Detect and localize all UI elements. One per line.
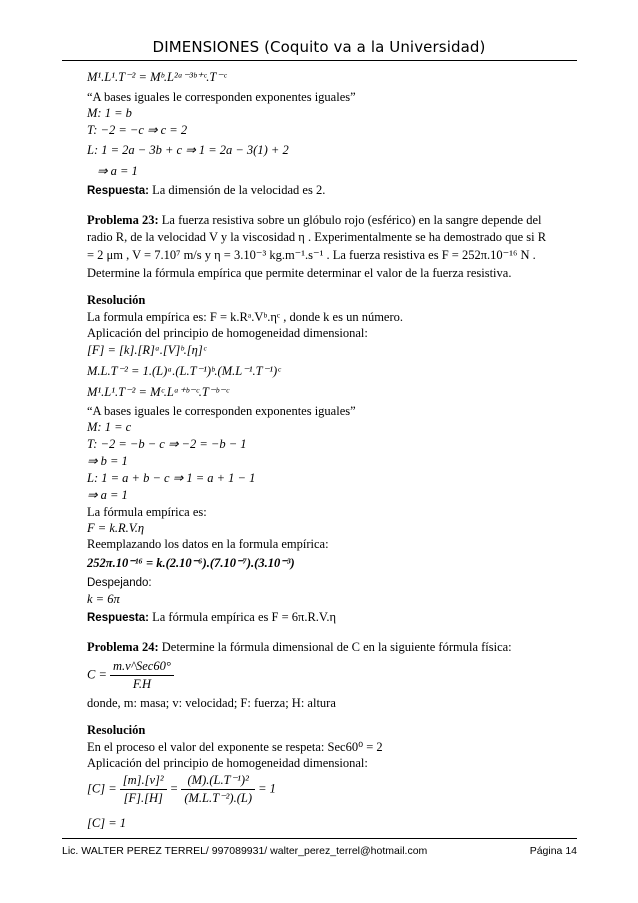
problem-24-line — [87, 640, 512, 655]
footer-page-number: Página 14 — [529, 845, 577, 857]
equation-l: L: 1 = 2a − 3b + c ⇒ 1 = 2a − 3(1) + 2 — [87, 143, 289, 157]
resolution-23-line1: La formula empírica es: F = k.Rᵃ.Vᵇ.ηᶜ , donde k es un número. — [87, 310, 404, 324]
resolution-23-line6: “A bases iguales le corresponden exponentes iguales” — [87, 404, 356, 418]
resolution-23-line11: ⇒ a = 1 — [87, 488, 128, 502]
header-rule — [62, 60, 577, 61]
fraction-rhs: = 1 — [258, 781, 276, 796]
problem-24-label: Problema 24: — [87, 640, 159, 654]
formula-numerator: m.v^Sec60° — [110, 658, 174, 676]
problem-23-text1: La fuerza resistiva sobre un glóbulo rojo (esférico) en la sangre depende del — [158, 213, 542, 227]
resolution-23-title: Resolución — [87, 293, 146, 307]
resolution-23-line16: Despejando: — [87, 577, 152, 589]
resolution-24-line2: Aplicación del principio de homogeneidad dimensional: — [87, 756, 368, 770]
dimension-equation: M¹.L¹.T⁻² = Mᵇ.L²ᵃ⁻³ᵇ⁺ᶜ.T⁻ᶜ — [87, 70, 227, 84]
resolution-23-line3: [F] = [k].[R]ᵃ.[V]ᵇ.[η]ᶜ — [87, 343, 206, 357]
resolution-24-last: [C] = 1 — [87, 816, 127, 830]
resolution-23-line7: M: 1 = c — [87, 420, 132, 434]
problem-23-line3: = 2 μm , V = 7.10⁷ m/s y η = 3.10⁻³ kg.m⁻¹.s⁻¹ . La fuerza resistiva es F = 252π.10⁻¹⁶ N . — [87, 248, 536, 262]
resolution-23-line12: La fórmula empírica es: — [87, 505, 207, 519]
page-header-title: DIMENSIONES (Coquito va a la Universidad) — [152, 38, 486, 56]
equation-m: M: 1 = b — [87, 106, 132, 120]
footer-rule — [62, 838, 577, 839]
resolution-23-line2: Aplicación del principio de homogeneidad dimensional: — [87, 326, 368, 340]
fraction-1-num: [m].[v]² — [120, 772, 167, 790]
problem-23-line4: Determine la fórmula empírica que permite determinar el valor de la fuerza resistiva. — [87, 266, 512, 280]
formula-fraction — [110, 658, 174, 693]
problem-24-text: Determine la fórmula dimensional de C en la siguiente fórmula física: — [158, 640, 512, 654]
resolution-23-line5: M¹.L¹.T⁻² = Mᶜ.Lᵃ⁺ᵇ⁻ᶜ.T⁻ᵇ⁻ᶜ — [87, 385, 229, 399]
answer-label: Respuesta: — [87, 185, 149, 197]
resolution-23-line4: M.L.T⁻² = 1.(L)ᵃ.(L.T⁻¹)ᵇ.(M.L⁻¹.T⁻¹)ᶜ — [87, 364, 281, 378]
footer-author: Lic. WALTER PEREZ TERREL/ 997089931/ walter_perez_terrel@hotmail.com — [62, 845, 428, 857]
resolution-23-line17: k = 6π — [87, 592, 120, 606]
resolution-23-line8: T: −2 = −b − c ⇒ −2 = −b − 1 — [87, 437, 247, 451]
formula-lhs: C = — [87, 667, 107, 682]
problem-23-line1 — [87, 213, 541, 228]
resolution-24-fraction-line — [87, 772, 276, 807]
resolution-23-line15: 252π.10⁻¹⁶ = k.(2.10⁻⁶).(7.10⁻⁷).(3.10⁻³) — [87, 556, 295, 570]
resolution-23-line10: L: 1 = a + b − c ⇒ 1 = a + 1 − 1 — [87, 471, 256, 485]
rule-statement: “A bases iguales le corresponden exponentes iguales” — [87, 90, 356, 104]
resolution-23-line14: Reemplazando los datos en la formula empírica: — [87, 537, 329, 551]
resolution-23-line13: F = k.R.V.η — [87, 521, 145, 535]
resolution-23-answer — [87, 610, 336, 626]
resolution-24-line1: En el proceso el valor del exponente se respeta: Sec60⁰ = 2 — [87, 740, 383, 754]
answer-line — [87, 183, 325, 199]
problem-24-formula — [87, 658, 174, 693]
formula-denominator: F.H — [132, 677, 152, 691]
fraction-lhs: [C] = — [87, 781, 117, 796]
resolution-23-answer-label: Respuesta: — [87, 612, 149, 624]
problem-24-where: donde, m: masa; v: velocidad; F: fuerza; H: altura — [87, 696, 336, 710]
fraction-1 — [120, 772, 167, 807]
resolution-24-title: Resolución — [87, 723, 146, 737]
fraction-equals: = — [169, 781, 179, 796]
fraction-2 — [181, 772, 255, 807]
problem-23-label: Problema 23: — [87, 213, 159, 227]
fraction-1-den: [F].[H] — [123, 791, 163, 805]
problem-23-line2: radio R, de la velocidad V y la viscosidad η . Experimentalmente se ha demostrado que si R — [87, 230, 547, 244]
fraction-2-num: (M).(L.T⁻¹)² — [181, 772, 255, 790]
fraction-2-den: (M.L.T⁻²).(L) — [184, 791, 252, 805]
answer-text: La dimensión de la velocidad es 2. — [149, 183, 326, 197]
equation-a: ⇒ a = 1 — [97, 164, 138, 178]
resolution-23-line9: ⇒ b = 1 — [87, 454, 128, 468]
equation-t: T: −2 = −c ⇒ c = 2 — [87, 123, 188, 137]
resolution-23-answer-text: La fórmula empírica es F = 6π.R.V.η — [149, 610, 336, 624]
